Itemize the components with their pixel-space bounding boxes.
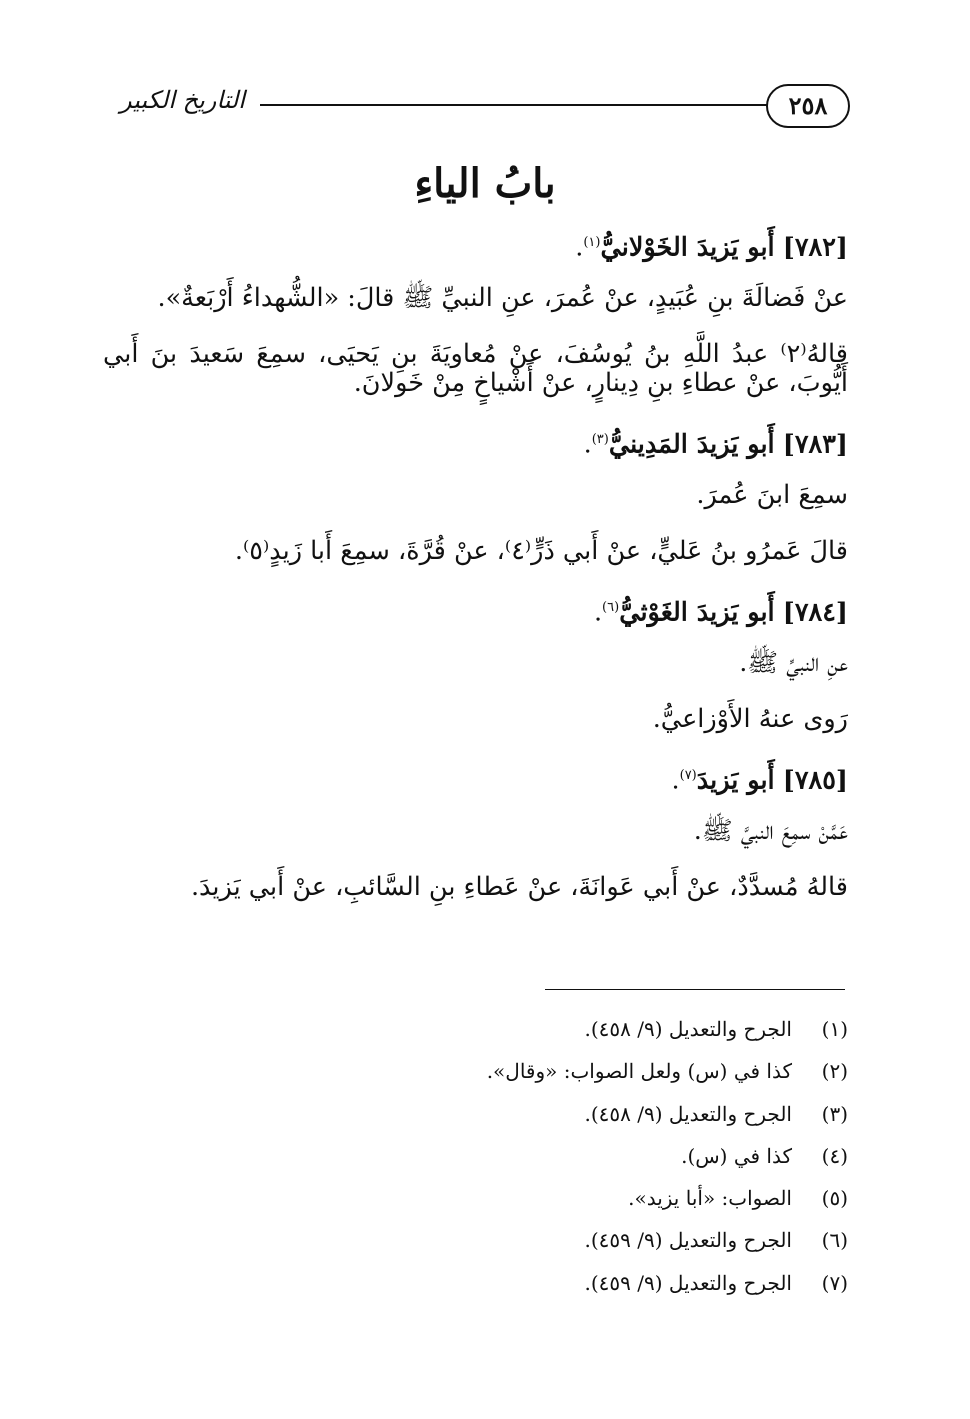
chapter-title: بابُ الياءِ	[414, 160, 556, 207]
text-line: سمِعَ ابنَ عُمرَ.	[696, 480, 848, 510]
footnote-text: الجرح والتعديل (٩/ ٤٥٩).	[584, 1270, 792, 1295]
entry-number: [٧٨٣]	[782, 429, 848, 460]
footnote-ref: (٣)	[591, 432, 609, 447]
text-line: عنِ النبيِّ ﷺ.	[739, 648, 848, 678]
footnote-text: كذا في (س).	[681, 1143, 792, 1168]
entry-heading	[103, 228, 848, 284]
entry-end-mark: .	[583, 429, 592, 460]
running-title: التاريخ الكبير	[120, 86, 245, 114]
footnote-text: الجرح والتعديل (٩/ ٤٥٨).	[584, 1017, 792, 1041]
entry-number: [٧٨٥]	[782, 765, 848, 796]
footnote-text: الجرح والتعديل (٩/ ٤٥٩).	[584, 1228, 792, 1253]
footnote-number: (٧)	[821, 1270, 848, 1295]
footnote-number: (٥)	[821, 1186, 848, 1211]
footnote	[248, 1270, 848, 1312]
entry-name: أَبو يَزيدَ المَدِينيُّ	[608, 429, 775, 460]
footnote-number: (٦)	[821, 1228, 848, 1253]
text-line: عنْ فَضالَةَ بنِ عُبَيدٍ، عنْ عُمرَ، عنِ النبيِّ ﷺ قالَ: «الشُّهداءُ أَرْبَعةٌ».	[157, 283, 848, 313]
main-text	[103, 228, 848, 929]
entry-name: أَبو يَزيدَ الخَوْلانيُّ	[600, 232, 775, 263]
entry-heading	[103, 593, 848, 649]
page-header	[110, 84, 850, 128]
header-rule	[260, 104, 768, 106]
footnotes	[248, 1016, 848, 1312]
entry-name: أَبو يَزيدَ الغَوْثيُّ	[619, 597, 775, 628]
entry-heading	[103, 425, 848, 481]
text-line: عَمَّنْ سمِعَ النبيَّ ﷺ.	[693, 816, 848, 846]
footnote-text: كذا في (س) ولعل الصواب: «وقال».	[486, 1059, 792, 1084]
footnote-number: (١)	[821, 1017, 848, 1041]
footnote	[248, 1058, 848, 1100]
footnote-text: الجرح والتعديل (٩/ ٤٥٨).	[584, 1101, 792, 1126]
entry-end-mark: .	[671, 765, 680, 796]
text-line: رَوى عنهُ الأَوْزاعيُّ.	[652, 704, 848, 734]
footnote	[248, 1101, 848, 1143]
footnote	[248, 1143, 848, 1185]
footnote-ref: (٦)	[602, 600, 620, 615]
text-line: قالهُ⁽٢⁾ عبدُ اللَّهِ بنُ يُوسُفَ، عنْ مُعاويَةَ بنِ يَحيَى، سمِعَ سَعيدَ بنَ أَبي أَيُّوبَ، عنْ عطاءِ بنِ دِينارٍ، عنْ أَشْياخٍ مِنْ خَولانَ.	[103, 339, 848, 398]
footnote-ref: (١)	[583, 235, 601, 250]
footnote-text: الصواب: «أبا يزيد».	[628, 1186, 792, 1211]
entry-number: [٧٨٤]	[782, 597, 848, 628]
footnote-ref: (٧)	[679, 768, 697, 783]
page-number: ٢٥٨	[766, 84, 850, 128]
entry-end-mark: .	[575, 232, 584, 263]
footnote-number: (٢)	[821, 1059, 848, 1084]
entry-name: أَبو يَزيدَ	[696, 765, 775, 796]
footnote	[248, 1227, 848, 1269]
footnote-number: (٤)	[821, 1143, 848, 1168]
entry-heading	[103, 761, 848, 817]
footnote	[248, 1185, 848, 1227]
text-line: قالَ عَمرُو بنُ عَليٍّ، عنْ أَبي ذَرٍّ⁽٤⁾، عنْ قُرَّةَ، سمِعَ أَبا زَيدٍ⁽٥⁾.	[234, 536, 848, 566]
footnote-separator	[545, 989, 845, 990]
footnote	[248, 1016, 848, 1058]
entry-number: [٧٨٢]	[782, 232, 848, 263]
text-line: قالهُ مُسدَّدٌ، عنْ أَبي عَوانَةَ، عنْ عَطاءِ بنِ السَّائبِ، عنْ أَبي يَزيدَ.	[190, 872, 848, 902]
entry-end-mark: .	[593, 597, 603, 628]
footnote-number: (٣)	[821, 1101, 848, 1126]
